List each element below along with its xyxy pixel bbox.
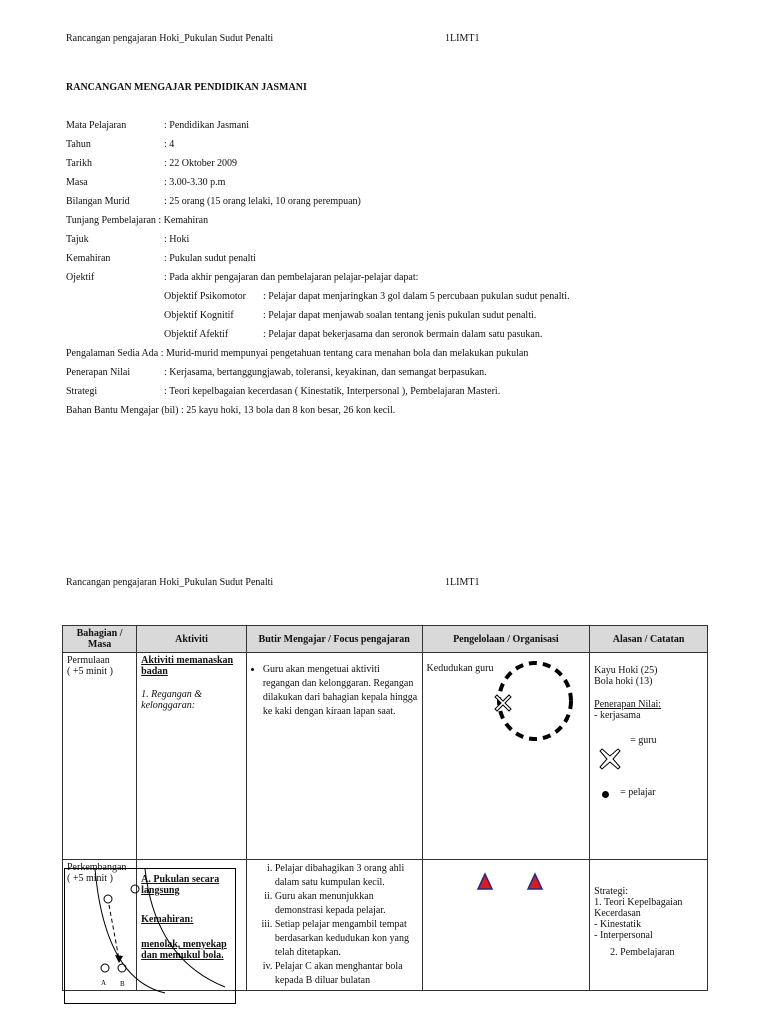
table-row-permulaan: [63, 653, 708, 860]
cell-bahagian: Permulaan ( +5 minit ): [63, 653, 137, 860]
cone-icon: [528, 874, 542, 889]
header-left: Rancangan pengajaran Hoki_Pukulan Sudut Penalti: [66, 577, 274, 588]
col-header-pengelolaan: Pengelolaan / Organisasi: [422, 626, 590, 653]
cell-alasan: Strategi: 1. Teori Kepelbagaian Kecerdasan - Kinestatik - Interpersonal 2. Pembelajaran: [590, 860, 708, 991]
cell-butir: • Guru akan mengetuai aktiviti regangan dan kelonggaran. Regangan dilakukan dari bahagian kepala hingga ke kaki dengan kiraan lapan saat.: [246, 653, 422, 860]
player-a-marker-icon: [101, 964, 109, 972]
field-tarikh: Tarikh : 22 Oktober 2009: [66, 158, 238, 169]
col-header-bahagian: Bahagian / Masa: [63, 626, 137, 653]
cell-aktiviti: Aktiviti memanaskan badan 1. Regangan & kelonggaran:: [137, 653, 247, 860]
document-title: RANCANGAN MENGAJAR PENDIDIKAN JASMANI: [66, 82, 307, 93]
header-right: 1LIMT1: [445, 577, 480, 588]
cell-alasan: Kayu Hoki (25) Bola hoki (13) Penerapan Nilai: - kerjasama = guru = pelajar: [590, 653, 708, 860]
legend-pelajar-dot-icon: [602, 791, 609, 798]
objective-kognitif: Objektif Kognitif : Pelajar dapat menjawab soalan tentang jenis pukulan sudut penalti.: [164, 310, 537, 321]
page-header-2: [66, 577, 480, 588]
legend-pelajar-label: = pelajar: [620, 787, 656, 798]
player-b-marker-icon: [118, 964, 126, 972]
col-header-aktiviti: Aktiviti: [137, 626, 247, 653]
diagram-label-a: A: [101, 979, 107, 987]
penalty-corner-diagram: [65, 869, 235, 1003]
cell-bahagian: Perkembangan ( +5 minit ): [63, 860, 137, 991]
field-penerapan-nilai: Penerapan Nilai : Kerjasama, bertanggungjawab, toleransi, keyakinan, dan semangat berpasukan.: [66, 367, 487, 378]
field-ojektif: Ojektif : Pada akhir pengajaran dan pembelajaran pelajar-pelajar dapat:: [66, 272, 419, 283]
student-circle: [499, 663, 571, 739]
field-bilangan-murid: Bilangan Murid : 25 orang (15 orang lelaki, 10 orang perempuan): [66, 196, 361, 207]
col-header-butir: Butir Mengajar / Focus pengajaran: [246, 626, 422, 653]
field-pengalaman: Pengalaman Sedia Ada : Murid-murid mempunyai pengetahuan tentang cara menahan bola dan melakukan pukulan: [66, 348, 529, 359]
field-mata-pelajaran: Mata Pelajaran : Pendidikan Jasmani: [66, 120, 249, 131]
field-bahan-bantu: Bahan Bantu Mengajar (bil) : 25 kayu hoki, 13 bola dan 8 kon besar, 26 kon kecil.: [66, 405, 396, 416]
page-header: [66, 33, 480, 44]
objective-psikomotor: Objektif Psikomotor : Pelajar dapat menjaringkan 3 gol dalam 5 percubaan pukulan sudut penalti.: [164, 291, 570, 302]
field-kemahiran: Kemahiran : Pukulan sudut penalti: [66, 253, 256, 264]
field-strategi: Strategi : Teori kepelbagaian kecerdasan ( Kinestatik, Interpersonal ), Pembelajaran Masteri.: [66, 386, 501, 397]
diagram-label-b: B: [120, 980, 125, 988]
cell-organisasi: [422, 860, 590, 991]
cell-organisasi: Kedudukan guru: [422, 653, 590, 860]
player-marker-icon: [104, 895, 112, 903]
field-tajuk: Tajuk : Hoki: [66, 234, 190, 245]
field-tunjang: Tunjang Pembelajaran : Kemahiran: [66, 215, 209, 226]
cone-icon: [478, 874, 492, 889]
table-header-row: [63, 626, 708, 653]
penalty-corner-diagram-box: [64, 868, 236, 1004]
field-masa: Masa : 3.00-3.30 p.m: [66, 177, 226, 188]
field-tahun: Tahun : 4: [66, 139, 175, 150]
col-header-alasan: Alasan / Catatan: [590, 626, 708, 653]
cone-markers: [423, 860, 579, 900]
header-left: Rancangan pengajaran Hoki_Pukulan Sudut Penalti: [66, 33, 274, 44]
teacher-circle-diagram: [423, 653, 579, 753]
cell-butir: i. Pelajar dibahagikan 3 orang ahli dalam satu kumpulan kecil. ii. Guru akan menunjukkan demonstrasi kepada pelajar. iii. Setiap pelajar mengambil tempat berdasarkan kedudukan kon yang telah ditetapkan. iv. Pelajar C akan menghantar bola kepada B diluar bulatan: [246, 860, 422, 991]
player-marker-icon: [131, 885, 139, 893]
header-right: 1LIMT1: [445, 33, 480, 44]
legend-guru-label: = guru: [630, 735, 657, 746]
legend-guru-cross-icon: [598, 747, 622, 771]
objective-afektif: Objektif Afektif : Pelajar dapat bekerjasama dan seronok bermain dalam satu pasukan.: [164, 329, 543, 340]
cell-aktiviti: A. Pukulan secara langsung Kemahiran: menolak, menyekap dan memukul bola.: [137, 860, 247, 991]
